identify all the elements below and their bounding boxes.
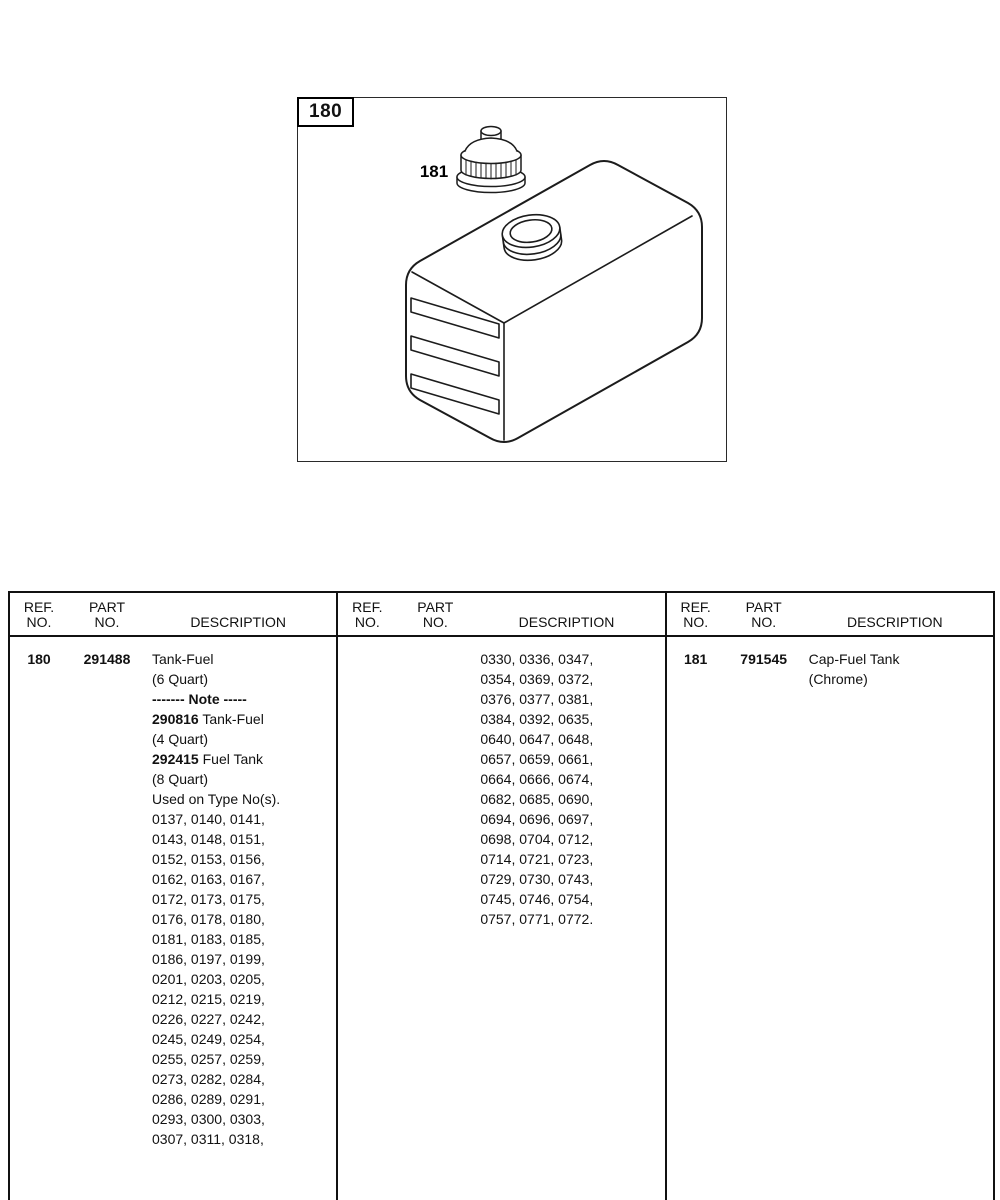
header-line: NO. xyxy=(354,614,380,630)
description-line: 0255, 0257, 0259, xyxy=(152,1051,265,1067)
description-line: 0152, 0153, 0156, xyxy=(152,851,265,867)
header-line: REF. xyxy=(352,599,383,615)
fuel-cap-drawing xyxy=(457,127,525,193)
description-line: 0664, 0666, 0674, xyxy=(480,771,594,787)
table-row xyxy=(10,637,336,1200)
table-column-group-2 xyxy=(338,593,666,1200)
description-line: (6 Quart) xyxy=(152,671,209,687)
description-line: 0176, 0178, 0180, xyxy=(152,911,265,927)
description-cell xyxy=(474,649,664,1200)
description-cell xyxy=(803,649,993,1200)
part-no-cell: 291488 xyxy=(83,651,131,667)
header-line: REF. xyxy=(23,599,55,615)
header-line: PART xyxy=(88,599,126,615)
description-line: 0245, 0249, 0254, xyxy=(152,1031,265,1047)
description-line: Used on Type No(s). xyxy=(152,791,281,807)
description-line: 290816 Tank-Fuel xyxy=(152,711,264,727)
description-line: 0640, 0647, 0648, xyxy=(480,731,594,747)
description-line: 292415 Fuel Tank xyxy=(152,751,264,767)
table-column-group-3 xyxy=(667,593,993,1200)
part-no-cell: 791545 xyxy=(740,651,788,667)
description-line: 0226, 0227, 0242, xyxy=(152,1011,265,1027)
ref-no-cell: 180 xyxy=(27,651,51,667)
header-description: DESCRIPTION xyxy=(518,614,615,630)
description-line: 0330, 0336, 0347, xyxy=(480,651,594,667)
parts-table xyxy=(8,591,995,1200)
description-line: (Chrome) xyxy=(808,671,868,687)
header-ref-no xyxy=(338,600,396,630)
description-line: 0729, 0730, 0743, xyxy=(480,871,594,887)
fuel-tank-diagram xyxy=(298,98,725,460)
description-line: 0137, 0140, 0141, xyxy=(152,811,265,827)
description-line: 0384, 0392, 0635, xyxy=(480,711,594,727)
column-headers xyxy=(667,593,993,637)
description-line: 0273, 0282, 0284, xyxy=(152,1071,265,1087)
description-line: 0714, 0721, 0723, xyxy=(480,851,594,867)
description-line: 0698, 0704, 0712, xyxy=(480,831,594,847)
figure-ref-label: 180 xyxy=(297,97,354,127)
header-line: NO. xyxy=(683,614,709,630)
description-line: 0354, 0369, 0372, xyxy=(480,671,594,687)
description-line: 0186, 0197, 0199, xyxy=(152,951,265,967)
part-no-cell xyxy=(396,649,474,1200)
description-line: ------- Note ----- xyxy=(152,691,247,707)
description-line: 0172, 0173, 0175, xyxy=(152,891,265,907)
description-line: 0657, 0659, 0661, xyxy=(480,751,594,767)
table-row xyxy=(338,637,664,1200)
header-part-no xyxy=(396,600,474,630)
header-line: NO. xyxy=(26,614,52,630)
column-headers xyxy=(338,593,664,637)
table-row xyxy=(667,637,993,1200)
description-line: Cap-Fuel Tank xyxy=(808,651,900,667)
header-ref-no xyxy=(10,600,68,630)
header-ref-no xyxy=(667,600,725,630)
description-line: 0181, 0183, 0185, xyxy=(152,931,265,947)
column-headers xyxy=(10,593,336,637)
description-cell xyxy=(146,649,336,1200)
header-line: NO. xyxy=(751,614,777,630)
header-line: PART xyxy=(417,599,454,615)
description-line: (4 Quart) xyxy=(152,731,209,747)
header-description: DESCRIPTION xyxy=(190,614,286,630)
table-column-group-1 xyxy=(10,593,338,1200)
description-line: 0757, 0771, 0772. xyxy=(480,911,594,927)
cap-ref-label: 181 xyxy=(419,162,449,181)
description-line: 0286, 0289, 0291, xyxy=(152,1091,265,1107)
description-line: 0682, 0685, 0690, xyxy=(480,791,594,807)
figure-box xyxy=(297,97,727,462)
description-line: 0212, 0215, 0219, xyxy=(152,991,265,1007)
description-line: 0293, 0300, 0303, xyxy=(152,1111,265,1127)
description-line: 0307, 0311, 0318, xyxy=(152,1131,264,1147)
header-line: NO. xyxy=(422,614,448,630)
description-line: 0694, 0696, 0697, xyxy=(480,811,594,827)
description-line: 0745, 0746, 0754, xyxy=(480,891,594,907)
header-line: NO. xyxy=(94,614,120,630)
description-line: 0201, 0203, 0205, xyxy=(152,971,265,987)
header-line: REF. xyxy=(680,599,711,615)
header-description: DESCRIPTION xyxy=(846,614,943,630)
description-line: 0376, 0377, 0381, xyxy=(480,691,594,707)
description-line: 0143, 0148, 0151, xyxy=(152,831,265,847)
header-part-no xyxy=(725,600,803,630)
header-part-no xyxy=(68,600,146,630)
ref-no-cell xyxy=(338,649,396,1200)
description-line: (8 Quart) xyxy=(152,771,209,787)
description-line: 0162, 0163, 0167, xyxy=(152,871,265,887)
header-line: PART xyxy=(745,599,782,615)
ref-no-cell: 181 xyxy=(683,651,708,667)
description-line: Tank-Fuel xyxy=(152,651,214,667)
